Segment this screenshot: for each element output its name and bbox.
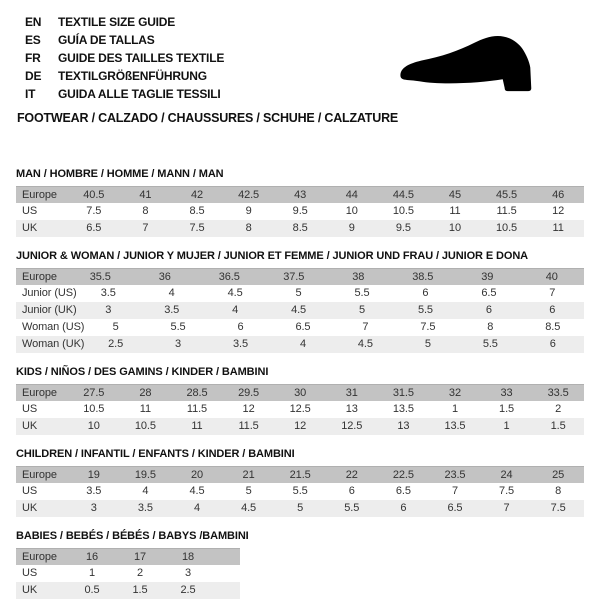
size-cell: 43: [294, 189, 307, 201]
table-row: [16, 582, 240, 599]
size-cell: 38: [352, 271, 365, 283]
size-cell: 3: [90, 502, 97, 514]
size-cell: 46: [552, 189, 565, 201]
size-cell: 6: [549, 338, 556, 350]
size-cell: 4.5: [357, 338, 373, 350]
size-cell: 3.5: [100, 287, 116, 299]
size-cell: 37.5: [283, 271, 305, 283]
size-cell: 17: [133, 551, 147, 563]
size-cell: 30: [294, 387, 307, 399]
size-cell: 7: [549, 287, 556, 299]
size-cell: 9: [348, 222, 355, 234]
size-cell: 6: [348, 485, 355, 497]
size-cell: 7: [362, 321, 369, 333]
size-cell: 2.5: [180, 584, 196, 596]
size-table-section: [16, 250, 584, 353]
size-cell: 6.5: [481, 287, 497, 299]
size-cell: 24: [500, 469, 513, 481]
row-label: US: [22, 403, 38, 415]
size-cell: 8.5: [545, 321, 561, 333]
size-cell: 13: [345, 403, 358, 415]
size-cell: 42: [190, 189, 203, 201]
table-row: [16, 285, 584, 302]
size-cell: 2: [136, 567, 144, 579]
size-cell: 6: [549, 304, 556, 316]
size-cell: 10: [87, 420, 100, 432]
size-cell: 33: [500, 387, 513, 399]
size-cell: 12: [552, 205, 565, 217]
size-cell: 5: [358, 304, 366, 316]
row-label: UK: [22, 222, 38, 234]
size-cell: 1.5: [550, 420, 566, 432]
size-cell: 7: [451, 485, 458, 497]
row-label: Junior (US): [22, 287, 77, 299]
language-code: DE: [25, 69, 42, 83]
size-cell: 45: [448, 189, 461, 201]
size-cell: 11.5: [238, 420, 259, 432]
size-cell: 21.5: [289, 469, 311, 481]
size-cell: 9.5: [395, 222, 411, 234]
size-cell: 6: [400, 502, 407, 514]
size-cell: 6.5: [86, 222, 102, 234]
size-cell: 5.5: [482, 338, 498, 350]
size-cell: 10: [448, 222, 461, 234]
size-cell: 32: [448, 387, 461, 399]
language-label: GUIDA ALLE TAGLIE TESSILI: [58, 87, 221, 101]
language-row: [25, 67, 224, 85]
table-row: [16, 548, 240, 565]
size-cell: 9: [245, 205, 252, 217]
size-cell: 4: [193, 502, 200, 514]
size-cell: 5.5: [354, 287, 370, 299]
size-cell: 4: [232, 304, 239, 316]
table-row: [16, 384, 584, 401]
size-cell: 5.5: [344, 502, 360, 514]
size-table: [16, 548, 240, 599]
size-cell: 8.5: [189, 205, 205, 217]
size-cell: 3.5: [233, 338, 248, 350]
size-cell: 1.5: [499, 403, 515, 415]
row-label: Europe: [22, 387, 57, 399]
language-legend: [25, 13, 224, 103]
size-table-section: [16, 168, 584, 237]
size-cell: 12.5: [341, 420, 363, 432]
size-cell: 3.5: [164, 304, 180, 316]
size-cell: 22.5: [392, 469, 414, 481]
size-cell: 13.5: [444, 420, 466, 432]
table-row: [16, 500, 584, 517]
row-label: Europe: [22, 551, 57, 563]
row-label: Junior (UK): [22, 304, 77, 316]
size-cell: 10: [345, 205, 358, 217]
size-cell: 4.5: [189, 485, 205, 497]
size-cell: 20: [190, 469, 203, 481]
size-cell: 13.5: [392, 403, 414, 415]
language-row: [25, 49, 224, 67]
size-cell: 5: [424, 338, 431, 350]
row-label: Woman (US): [22, 321, 85, 333]
size-cell: 39: [481, 271, 494, 283]
dress-shoe-icon: [397, 34, 575, 95]
table-title: CHILDREN / INFANTIL / ENFANTS / KINDER / BAMBINI: [16, 448, 295, 460]
size-cell: 12.5: [289, 403, 311, 415]
size-cell: 7: [503, 502, 510, 514]
row-label: Europe: [22, 271, 57, 283]
size-table-section: [16, 530, 584, 599]
size-cell: 11.5: [496, 205, 517, 217]
size-table: [16, 384, 584, 435]
table-row: [16, 565, 240, 582]
size-cell: 44: [345, 189, 358, 201]
size-cell: 6: [485, 304, 492, 316]
size-cell: 11.5: [186, 403, 208, 415]
size-cell: 2: [555, 403, 562, 415]
size-cell: 8: [142, 205, 149, 217]
size-cell: 22: [345, 469, 358, 481]
size-cell: 0.5: [84, 584, 100, 596]
size-cell: 10.5: [83, 403, 105, 415]
size-cell: 4.5: [241, 502, 257, 514]
table-row: [16, 401, 584, 418]
size-cell: 1: [88, 567, 96, 579]
size-cell: 33.5: [547, 387, 569, 399]
size-cell: 7.5: [550, 502, 566, 514]
size-cell: 8: [487, 321, 494, 333]
size-cell: 18: [181, 551, 195, 563]
language-code: EN: [25, 15, 42, 29]
size-cell: 3: [184, 567, 192, 579]
size-cell: 10.5: [134, 420, 156, 432]
size-cell: 27.5: [83, 387, 105, 399]
size-cell: 35.5: [89, 271, 111, 283]
size-cell: 5.5: [292, 485, 308, 497]
size-cell: 5.5: [417, 304, 433, 316]
language-label: TEXTILE SIZE GUIDE: [58, 15, 176, 29]
size-table: [16, 268, 584, 353]
table-row: [16, 186, 584, 203]
size-cell: 8: [245, 222, 252, 234]
language-row: [25, 85, 224, 103]
size-cell: 28: [139, 387, 152, 399]
size-table: [16, 186, 584, 237]
size-cell: 41: [139, 189, 152, 201]
size-cell: 19.5: [134, 469, 156, 481]
row-label: Europe: [22, 469, 57, 481]
size-cell: 4.5: [227, 287, 243, 299]
size-cell: 8: [555, 485, 562, 497]
row-label: UK: [22, 502, 38, 514]
size-cell: 11: [449, 205, 461, 217]
size-cell: 1: [503, 420, 510, 432]
table-row: [16, 336, 584, 353]
size-cell: 10.5: [392, 205, 414, 217]
size-cell: 6.5: [447, 502, 463, 514]
size-cell: 5: [245, 485, 252, 497]
table-row: [16, 418, 584, 435]
size-cell: 3: [105, 304, 112, 316]
size-cell: 16: [85, 551, 99, 563]
table-title: JUNIOR & WOMAN / JUNIOR Y MUJER / JUNIOR ET FEMME / JUNIOR UND FRAU / JUNIOR E DONA: [16, 250, 529, 262]
size-table-section: [16, 448, 584, 517]
size-cell: 11: [191, 420, 203, 432]
row-label: US: [22, 205, 38, 217]
size-cell: 42.5: [238, 189, 260, 201]
size-cell: 13: [397, 420, 410, 432]
size-cell: 10.5: [496, 222, 518, 234]
size-cell: 19: [87, 469, 100, 481]
size-table: [16, 466, 584, 517]
language-label: TEXTILGRÖßENFÜHRUNG: [58, 69, 207, 83]
language-code: IT: [25, 87, 36, 101]
table-title: BABIES / BEBÉS / BÉBÉS / BABYS /BAMBINI: [16, 530, 249, 542]
size-cell: 3: [175, 338, 182, 350]
size-cell: 11: [139, 403, 151, 415]
language-row: [25, 13, 224, 31]
size-cell: 6: [237, 321, 244, 333]
table-row: [16, 203, 584, 220]
size-cell: 23.5: [444, 469, 466, 481]
size-cell: 9.5: [292, 205, 308, 217]
table-title: MAN / HOMBRE / HOMME / MANN / MAN: [16, 168, 224, 180]
size-cell: 29.5: [238, 387, 260, 399]
size-cell: 28.5: [186, 387, 208, 399]
size-cell: 3.5: [86, 485, 102, 497]
size-cell: 2.5: [108, 338, 124, 350]
size-cell: 25: [552, 469, 565, 481]
language-code: ES: [25, 33, 41, 47]
size-cell: 4.5: [291, 304, 307, 316]
size-cell: 21: [242, 469, 255, 481]
size-cell: 38.5: [412, 271, 434, 283]
size-cell: 1.5: [132, 584, 148, 596]
size-cell: 12: [294, 420, 307, 432]
size-cell: 8.5: [292, 222, 308, 234]
size-cell: 45.5: [496, 189, 518, 201]
table-row: [16, 220, 584, 237]
size-cell: 31.5: [392, 387, 414, 399]
size-table-section: [16, 366, 584, 435]
size-cell: 6.5: [395, 485, 411, 497]
row-label: US: [22, 567, 38, 579]
language-label: GUIDE DES TAILLES TEXTILE: [58, 51, 225, 65]
table-row: [16, 483, 584, 500]
size-cell: 4: [168, 287, 175, 299]
size-cell: 4: [299, 338, 306, 350]
row-label: UK: [22, 420, 38, 432]
size-cell: 5.5: [170, 321, 186, 333]
size-cell: 5: [295, 287, 302, 299]
size-cell: 4: [142, 485, 149, 497]
size-cell: 7.5: [420, 321, 436, 333]
size-cell: 6: [422, 287, 429, 299]
size-cell: 7.5: [189, 222, 205, 234]
size-cell: 7: [142, 222, 149, 234]
size-cell: 5: [297, 502, 304, 514]
table-row: [16, 268, 584, 285]
size-cell: 1: [451, 403, 458, 415]
size-cell: 40: [545, 271, 558, 283]
table-row: [16, 466, 584, 483]
size-cell: 7.5: [86, 205, 102, 217]
size-cell: 40.5: [83, 189, 105, 201]
language-code: FR: [25, 51, 41, 65]
row-label: Europe: [22, 189, 57, 201]
size-cell: 44.5: [392, 189, 414, 201]
row-label: US: [22, 485, 38, 497]
size-tables: [16, 168, 584, 600]
size-cell: 36.5: [218, 271, 240, 283]
size-cell: 12: [242, 403, 255, 415]
table-row: [16, 302, 584, 319]
size-cell: 31: [345, 387, 358, 399]
size-cell: 3.5: [137, 502, 153, 514]
table-row: [16, 319, 584, 336]
language-label: GUÍA DE TALLAS: [58, 33, 155, 47]
size-cell: 11: [552, 222, 564, 234]
category-title: FOOTWEAR / CALZADO / CHAUSSURES / SCHUHE / CALZATURE: [17, 111, 399, 125]
language-row: [25, 31, 224, 49]
size-cell: 5: [112, 321, 119, 333]
size-cell: 7.5: [499, 485, 515, 497]
size-cell: 36: [158, 271, 171, 283]
table-title: KIDS / NIÑOS / DES GAMINS / KINDER / BAMBINI: [16, 366, 269, 378]
row-label: Woman (UK): [22, 338, 85, 350]
size-cell: 6.5: [295, 321, 311, 333]
row-label: UK: [22, 584, 38, 596]
